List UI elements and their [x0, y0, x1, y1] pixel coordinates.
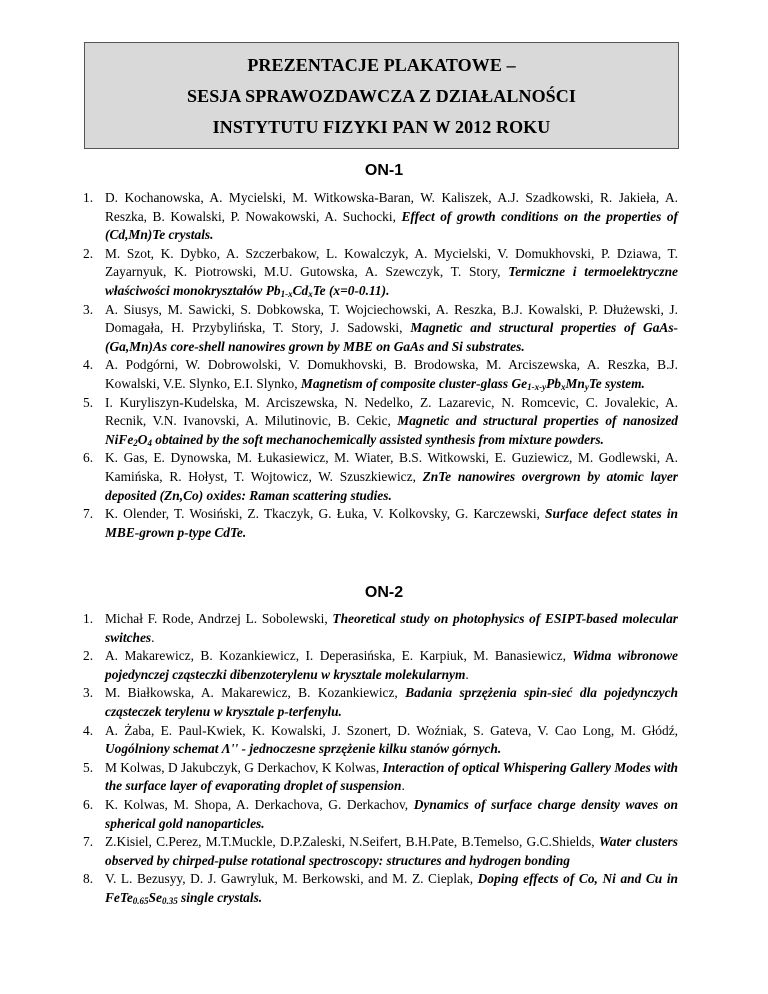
list-item [0, 356, 678, 393]
header-line-1: PREZENTACJE PLAKATOWE – [247, 55, 516, 75]
item-authors: M Kolwas, D Jakubczyk, G Derkachov, K Kolwas, [105, 759, 383, 775]
item-authors: A. Żaba, E. Paul-Kwiek, K. Kowalski, J. Szonert, D. Woźniak, S. Gateva, V. Cao Long, M. Głódź, [105, 722, 678, 738]
item-title: Water clusters observed by chirped-pulse rotational spectroscopy: structures and hydrogen bonding [105, 834, 678, 868]
item-title: Doping effects of Co, Ni and Cu in $FeTe_{0.65}Se_{0.35}$ single crystals. [105, 871, 678, 906]
list-item [0, 796, 678, 833]
item-number: 4. [83, 722, 94, 738]
item-title: Magnetic and structural properties of nanosized $NiFe_2O_4$ obtained by the soft mechanochemically assisted synthesis from mixture powders. [105, 413, 678, 448]
item-authors: Z.Kisiel, C.Perez, M.T.Muckle, D.P.Zaleski, N.Seifert, B.H.Pate, B.Temelso, G.C.Shields, [105, 834, 599, 850]
list-item [0, 301, 678, 357]
item-number: 4. [83, 357, 94, 373]
item-number: 3. [83, 301, 94, 317]
item-tail: . [401, 778, 405, 794]
item-title: Effect of growth conditions on the properties of (Cd,Mn)Te crystals. [105, 208, 678, 243]
item-tail: . [151, 629, 155, 645]
item-authors: M. Białkowska, A. Makarewicz, B. Kozankiewicz, [105, 685, 406, 701]
section-heading-on2: ON-2 [364, 584, 404, 601]
list-item [0, 449, 678, 505]
item-authors: D. Kochanowska, A. Mycielski, M. Witkowska-Baran, W. Kaliszek, A.J. Szadkowski, R. Jakieła, A. Reszka, B. Kowalski, P. Nowakowski, A. Suchocki, [105, 190, 678, 224]
item-number: 7. [83, 506, 94, 522]
item-number: 1. [83, 190, 94, 205]
item-title: ZnTe nanowires overgrown by atomic layer deposited (Zn,Co) oxides: Raman scattering studies. [105, 468, 678, 503]
item-number: 7. [83, 834, 94, 850]
item-authors: K. Kolwas, M. Shopa, A. Derkachova, G. Derkachov, [105, 796, 414, 812]
list-item [0, 833, 678, 870]
item-authors: A. Podgórni, W. Dobrowolski, V. Domukhovski, B. Brodowska, M. Arciszewska, A. Reszka, B.J. Kowalski, V.E. Slynko, E.I. Slynko, [105, 357, 678, 391]
item-authors: A. Siusys, M. Sawicki, S. Dobkowska, T. Wojciechowski, A. Reszka, B.J. Kowalski, P. Dłużewski, J. Domagała, H. Przybylińska, T. Story, J. Sadowski, [105, 301, 678, 336]
item-title: Theoretical study on photophysics of ESIPT-based molecular switches [105, 611, 678, 645]
list-item [0, 684, 678, 721]
header-line-3: INSTYTUTU FIZYKI PAN W 2012 ROKU [212, 117, 551, 137]
item-title: Surface defect states in MBE-grown p-type CdTe. [105, 506, 678, 540]
item-title: Uogólniony schemat Λ'' - jednoczesne sprzężenie kilku stanów górnych. [105, 741, 502, 757]
item-number: 8. [83, 871, 94, 887]
item-authors: K. Gas, E. Dynowska, M. Łukasiewicz, M. Wiater, B.S. Witkowski, E. Guziewicz, M. Godlewski, A. Kamińska, R. Hołyst, T. Wojtowicz, W. Szuszkiewicz, [105, 450, 678, 484]
item-title: Badania sprzężenia spin-sieć dla pojedynczych cząsteczek terylenu w krysztale p-terfenylu. [105, 685, 679, 719]
list-item [0, 870, 678, 907]
header-line-2: SESJA SPRAWOZDAWCZA Z DZIAŁALNOŚCI [186, 86, 576, 106]
list-item [0, 722, 678, 759]
header-box [84, 42, 679, 149]
item-title: Dynamics of surface charge density waves on spherical gold nanoparticles. [105, 796, 679, 831]
item-number: 3. [83, 685, 94, 701]
item-title: Magnetic and structural properties of GaAs-(Ga,Mn)As core-shell nanowires grown by MBE on GaAs and Si substrates. [105, 320, 678, 354]
item-authors: I. Kuryliszyn-Kudelska, M. Arciszewska, N. Nedelko, Z. Lazarevic, N. Romcevic, C. Jovalekic, A. Recnik, V.N. Ivanovski, A. Milutinovic, B. Cekic, [105, 394, 678, 429]
item-tail: . [465, 666, 469, 682]
item-number: 2. [83, 245, 94, 261]
list-item [0, 759, 678, 796]
item-authors: K. Olender, T. Wosiński, Z. Tkaczyk, G. Łuka, V. Kolkovsky, G. Karczewski, [105, 506, 546, 522]
list-item [0, 610, 678, 647]
item-title: Magnetism of composite cluster-glass $Ge_{1-x-y}Pb_xMn_yTe$ system. [300, 375, 645, 392]
publication-list-on1 [0, 189, 768, 542]
item-authors: M. Szot, K. Dybko, A. Szczerbakow, L. Kowalczyk, A. Mycielski, V. Domukhovski, P. Dziawa, T. Zayarnyuk, K. Piotrowski, M.U. Gutowska, A. Szewczyk, T. Story, [105, 245, 678, 280]
list-item [0, 189, 678, 245]
list-item [0, 394, 678, 450]
item-authors: V. L. Bezusyy, D. J. Gawryluk, M. Berkowski, and M. Z. Cieplak, [105, 871, 478, 887]
item-number: 5. [83, 394, 94, 410]
section-heading-on1: ON-1 [364, 162, 404, 179]
item-authors: Michał F. Rode, Andrzej L. Sobolewski, [105, 611, 333, 626]
item-number: 2. [83, 648, 94, 664]
item-title: Termiczne i termoelektryczne właściwości monokryształów $Pb_{1-x}Cd_xTe$ (x=0-0.11). [105, 264, 678, 299]
item-authors: A. Makarewicz, B. Kozankiewicz, I. Deperasińska, E. Karpiuk, M. Banasiewicz, [105, 648, 573, 664]
publication-list-on2 [0, 610, 768, 908]
list-item [0, 647, 678, 684]
item-number: 6. [83, 450, 94, 466]
item-title: Widma wibronowe pojedynczej cząsteczki dibenzoterylenu w krysztale molekularnym [105, 648, 678, 682]
list-item [0, 245, 678, 301]
item-number: 5. [83, 759, 94, 775]
item-title: Interaction of optical Whispering Gallery Modes with the surface layer of evaporating droplet of suspension [105, 759, 678, 794]
item-number: 1. [83, 611, 94, 626]
list-item [0, 505, 678, 542]
item-number: 6. [83, 796, 94, 812]
